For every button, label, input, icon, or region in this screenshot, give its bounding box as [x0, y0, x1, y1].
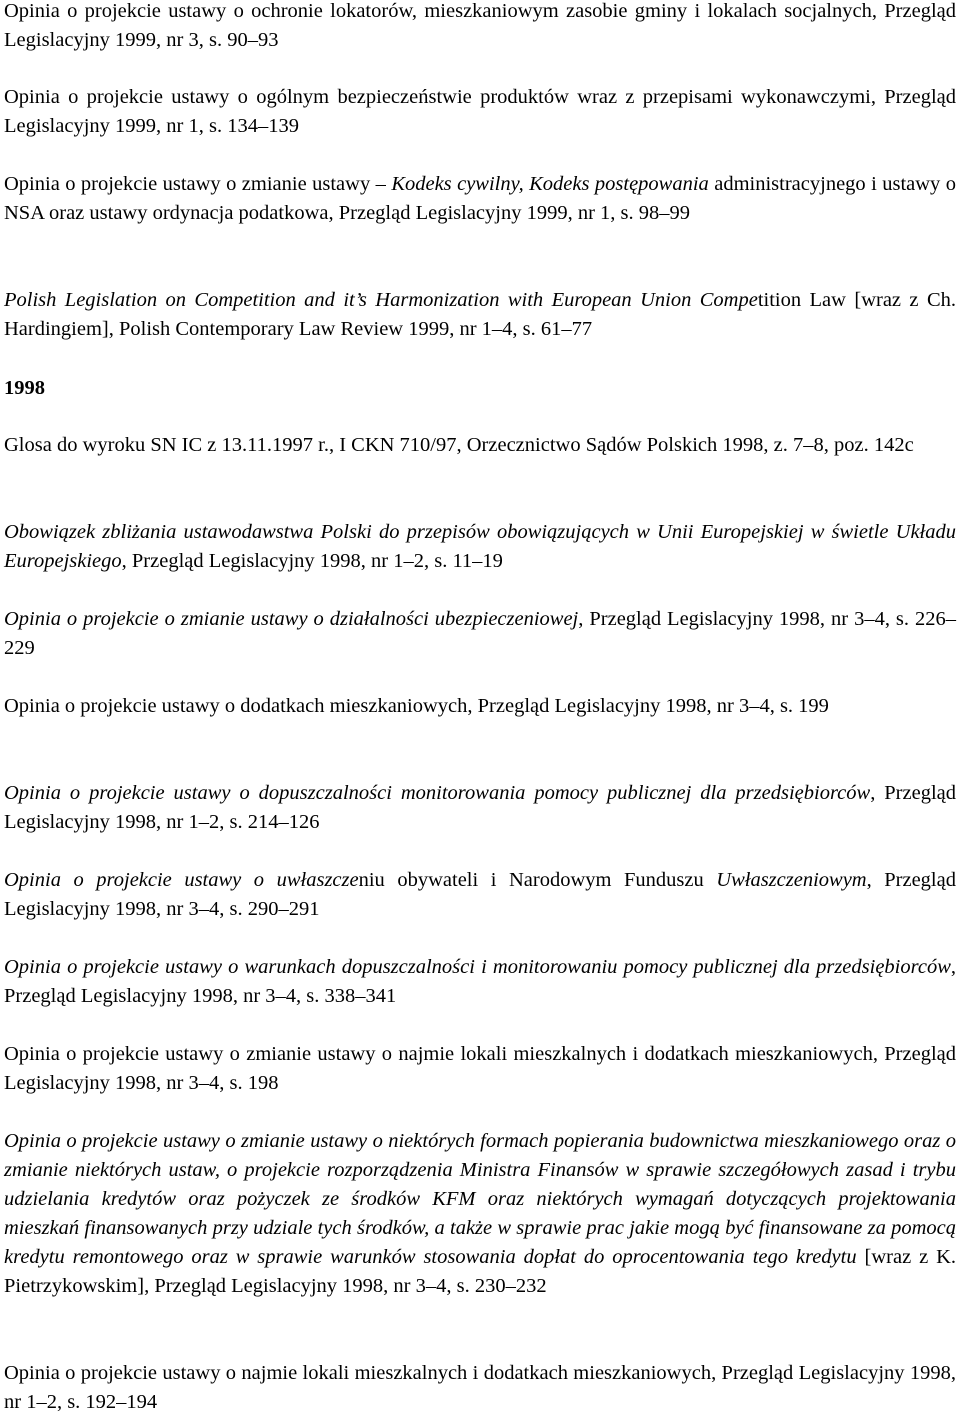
- entry-text: , Przegląd Legislacyjny 1998, nr 1–2, s. 11–19: [121, 550, 503, 572]
- bibliography-entry: [4, 692, 956, 721]
- entry-text: , Przegląd Legislacyjny 1998, nr 3–4, s. 338–341: [4, 956, 956, 1007]
- bibliography-entry: [4, 953, 956, 1011]
- entry-text: Glosa do wyroku SN IC z 13.11.1997 r., I CKN 710/97, Orzecznictwo Sądów Polskich 1998, z. 7–8, poz. 142c: [4, 434, 914, 456]
- entry-text: tition Law [wraz z Ch. Hardingiem], Polish Contemporary Law Review 1999, nr 1–4, s. 61–77: [4, 289, 956, 340]
- bibliography-entry: [4, 286, 956, 344]
- bibliography-entry: [4, 779, 956, 837]
- entry-text: niu obywateli i Narodowym Funduszu: [358, 869, 717, 891]
- bibliography-entry: [4, 0, 956, 55]
- entry-title: Obowiązek zbliżania ustawodawstwa Polski do przepisów obowiązujących w Unii Europejskiej w świetle Układu Europejskiego: [4, 521, 956, 572]
- bibliography-entry: [4, 1040, 956, 1098]
- bibliography-entry: [4, 1127, 956, 1301]
- year-heading: 1998: [4, 377, 45, 399]
- entry-title: Kodeks cywilny, Kodeks postępowania: [391, 173, 709, 195]
- entry-text: Opinia o projekcie ustawy o dodatkach mieszkaniowych, Przegląd Legislacyjny 1998, nr 3–4, s. 199: [4, 695, 829, 717]
- entry-title: Opinia o projekcie ustawy o warunkach dopuszczalności i monitorowaniu pomocy publicznej dla przedsiębiorców: [4, 956, 951, 978]
- entry-title: Opinia o projekcie ustawy o zmianie ustawy o niektórych formach popierania budownictwa mieszkaniowego oraz o zmianie niektórych ustaw, o projekcie rozporządzenia Ministra Finansów w sprawie szczegółowych zasad i trybu udzielania kredytów oraz pożyczek ze środków KFM oraz niektórych wymagań dotyczących projektowania mieszkań finansowanych przy udziale tych środków, a także w sprawie prac jakie mogą być finansowane za pomocą kredytu remontowego oraz w sprawie warunków stosowania dopłat do oprocentowania tego kredytu: [4, 1130, 956, 1268]
- bibliography-entry: [4, 170, 956, 228]
- entry-title: Opinia o projekcie ustawy o dopuszczalności monitorowania pomocy publicznej dla przedsiębiorców: [4, 782, 871, 804]
- entry-text: Opinia o projekcie ustawy o ochronie lokatorów, mieszkaniowym zasobie gminy i lokalach socjalnych, Przegląd Legislacyjny 1999, nr 3, s. 90–93: [4, 0, 956, 51]
- entry-text: Opinia o projekcie ustawy o zmianie ustawy –: [4, 173, 392, 195]
- bibliography-entry: [4, 83, 956, 141]
- bibliography-entry: [4, 1359, 956, 1417]
- entry-title: Uwłaszczeniowym: [716, 869, 867, 891]
- entry-text: [wraz z K. Pietrzykowskim], Przegląd Legislacyjny 1998, nr 3–4, s. 230–232: [4, 1246, 957, 1297]
- entry-text: , Przegląd Legislacyjny 1998, nr 3–4, s. 226–229: [4, 608, 956, 659]
- entry-text: Opinia o projekcie ustawy o zmianie ustawy o najmie lokali mieszkalnych i dodatkach mieszkaniowych, Przegląd Legislacyjny 1998, nr 3–4, s. 198: [4, 1043, 956, 1094]
- bibliography-entry: [4, 866, 956, 924]
- entry-title: Opinia o projekcie ustawy o uwłaszcze: [4, 869, 359, 891]
- entry-text: administracyjnego i ustawy o NSA oraz ustawy ordynacja podatkowa, Przegląd Legislacyjny 1999, nr 1, s. 98–99: [4, 173, 956, 224]
- bibliography-entry: [4, 518, 956, 576]
- entry-text: , Przegląd Legislacyjny 1998, nr 1–2, s. 214–126: [4, 782, 956, 833]
- entry-text: , Przegląd Legislacyjny 1998, nr 3–4, s. 290–291: [4, 869, 956, 920]
- bibliography-entry: [4, 431, 956, 460]
- entry-title: Polish Legislation on Competition and it’s Harmonization with European Union Compe: [4, 289, 758, 311]
- entry-text: Opinia o projekcie ustawy o najmie lokali mieszkalnych i dodatkach mieszkaniowych, Przegląd Legislacyjny 1998, nr 1–2, s. 192–194: [4, 1362, 956, 1413]
- entry-title: Opinia o projekcie o zmianie ustawy o działalności ubezpieczeniowej: [4, 608, 579, 630]
- bibliography-entry: [4, 605, 956, 663]
- entry-text: Opinia o projekcie ustawy o ogólnym bezpieczeństwie produktów wraz z przepisami wykonawczymi, Przegląd Legislacyjny 1999, nr 1, s. 134–139: [4, 86, 956, 137]
